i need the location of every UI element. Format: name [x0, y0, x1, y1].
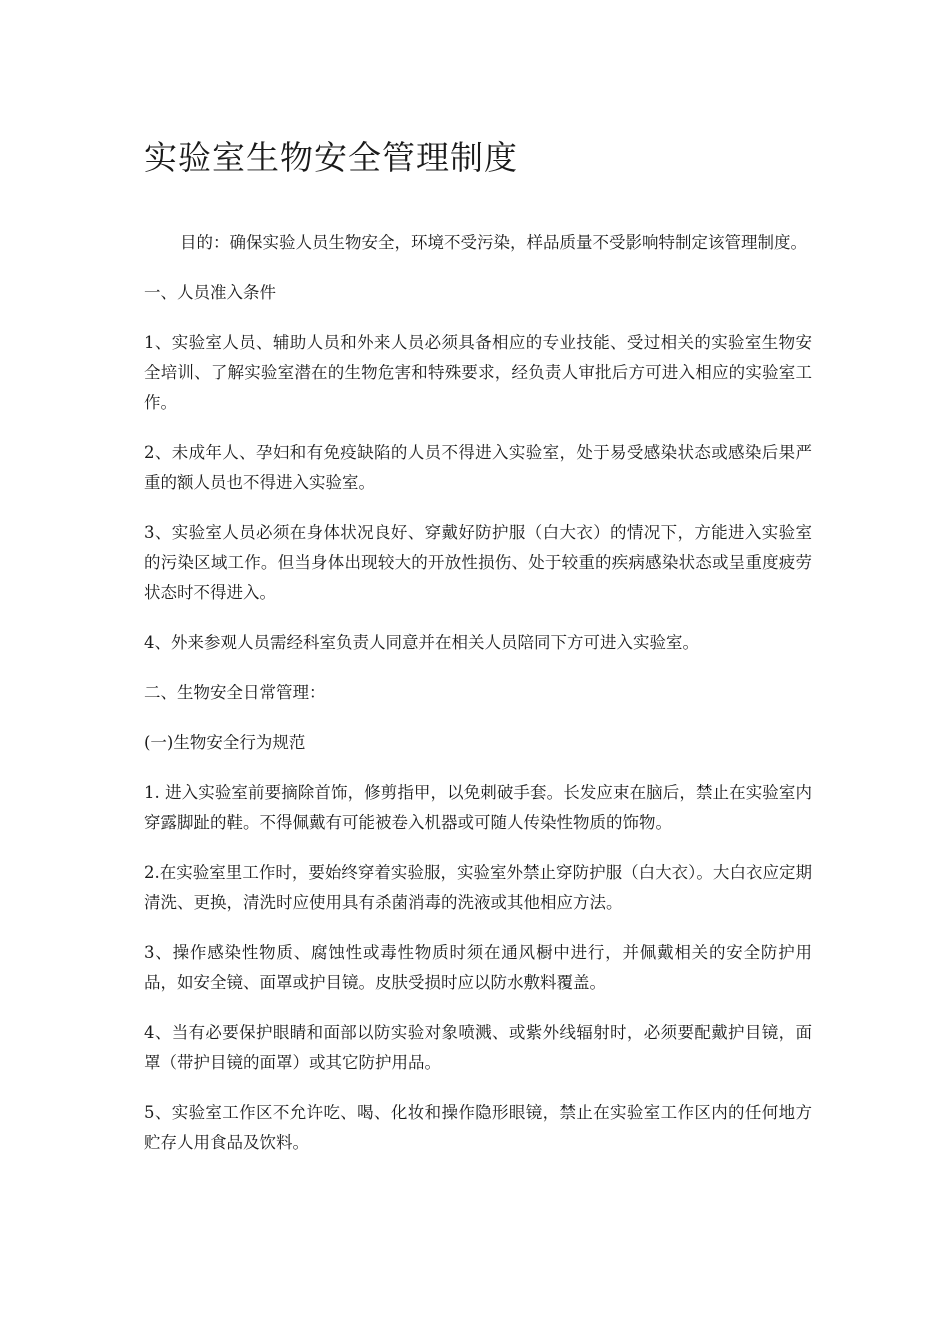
- section-heading-personnel-admission: 一、人员准入条件: [144, 283, 276, 302]
- paragraph-item-2: 2、未成年人、孕妇和有免疫缺陷的人员不得进入实验室，处于易受感染状态或感染后果严重的额人员也不得进入实验室。: [144, 443, 812, 492]
- paragraph-item-4: 4、外来参观人员需经科室负责人同意并在相关人员陪同下方可进入实验室。: [144, 633, 699, 652]
- document-title: 实验室生物安全管理制度: [144, 138, 518, 177]
- rule-item-2: 2.在实验室里工作时，要始终穿着实验服，实验室外禁止穿防护服（白大衣）。大白衣应定期清洗、更换，清洗时应使用具有杀菌消毒的洗液或其他相应方法。: [144, 863, 812, 912]
- paragraph-item-1: 1、实验室人员、辅助人员和外来人员必须具备相应的专业技能、受过相关的实验室生物安全培训、了解实验室潜在的生物危害和特殊要求，经负责人审批后方可进入相应的实验室工作。: [144, 333, 812, 412]
- paragraph-item-3: 3、实验室人员必须在身体状况良好、穿戴好防护服（白大衣）的情况下，方能进入实验室的污染区域工作。但当身体出现较大的开放性损伤、处于较重的疾病感染状态或呈重度疲劳状态时不得进入。: [144, 523, 812, 602]
- document-body: [144, 228, 812, 1178]
- purpose-paragraph: 目的：确保实验人员生物安全，环境不受污染，样品质量不受影响特制定该管理制度。: [180, 233, 807, 252]
- section-heading-daily-management: 二、生物安全日常管理：: [144, 683, 326, 702]
- rule-item-1: 1. 进入实验室前要摘除首饰，修剪指甲，以免刺破手套。长发应束在脑后，禁止在实验室内穿露脚趾的鞋。不得佩戴有可能被卷入机器或可随人传染性物质的饰物。: [144, 783, 812, 832]
- rule-item-4: 4、当有必要保护眼睛和面部以防实验对象喷溅、或紫外线辐射时，必须要配戴护目镜，面罩（带护目镜的面罩）或其它防护用品。: [144, 1023, 812, 1072]
- rule-item-3: 3、操作感染性物质、腐蚀性或毒性物质时须在通风橱中进行，并佩戴相关的安全防护用品，如安全镜、面罩或护目镜。皮肤受损时应以防水敷料覆盖。: [144, 943, 812, 992]
- rule-item-5: 5、实验室工作区不允许吃、喝、化妆和操作隐形眼镜，禁止在实验室工作区内的任何地方贮存人用食品及饮料。: [144, 1103, 812, 1152]
- subsection-heading-behavior-norms: (一)生物安全行为规范: [144, 733, 306, 752]
